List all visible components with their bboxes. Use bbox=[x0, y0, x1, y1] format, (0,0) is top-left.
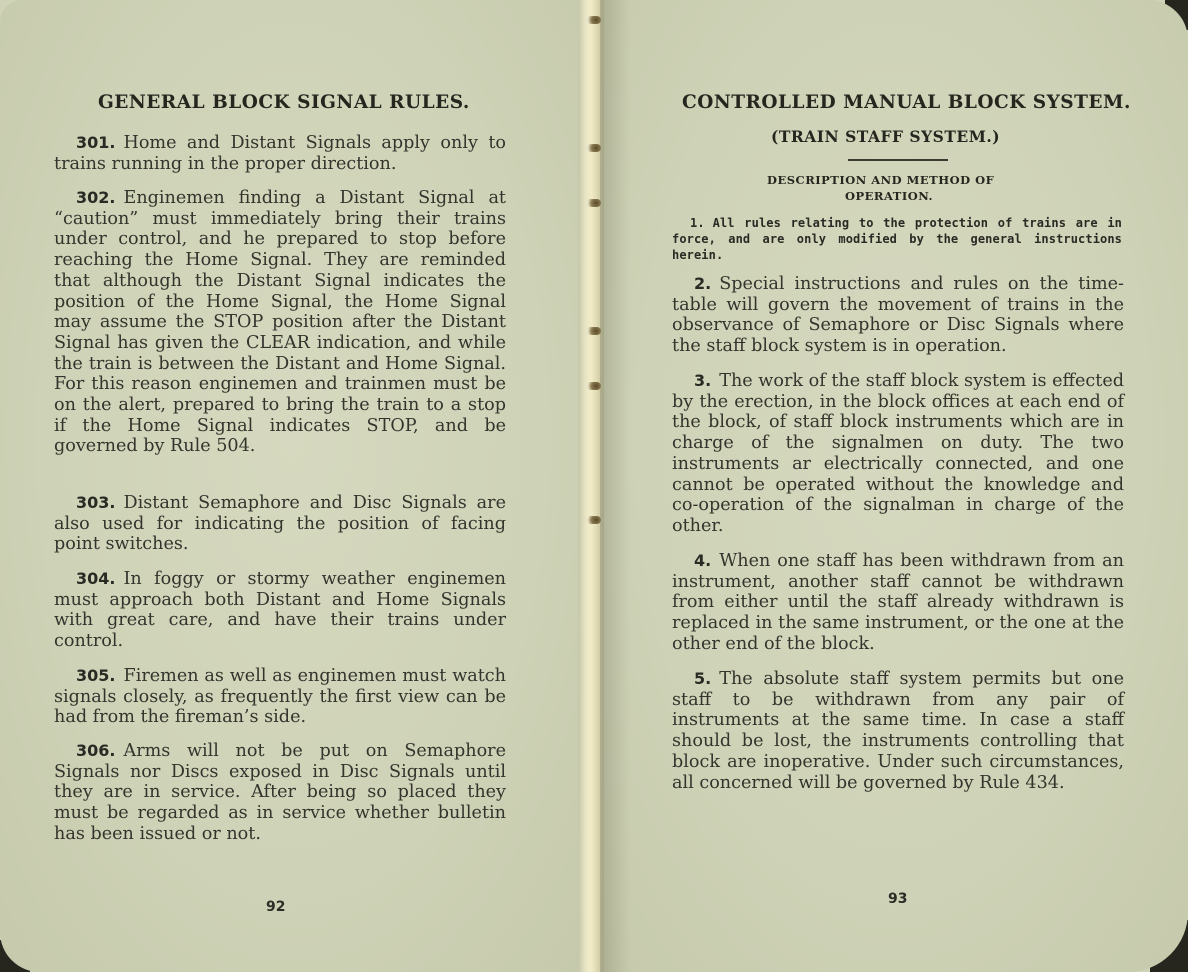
gutter-shadow bbox=[600, 0, 630, 972]
rule-text: In foggy or stormy weather enginemen must approach both Distant and Home Signals with great care, and have their trains under control. bbox=[54, 569, 506, 652]
left-page-heading: GENERAL BLOCK SIGNAL RULES. bbox=[98, 92, 470, 113]
right-page bbox=[598, 0, 1188, 972]
rule-text: The work of the staff block system is effected by the erection, in the block offices at each end of the block, of staff block instruments which are in charge of the signalmen on duty. The two instruments ar electrically connected, and one cannot be operated without the knowledge and co-operation of the signalman in charge of the other. bbox=[672, 371, 1124, 536]
binding-stitch bbox=[585, 327, 601, 335]
section-heading-line-1: DESCRIPTION AND METHOD OF bbox=[767, 173, 995, 187]
rule-304 bbox=[54, 569, 506, 652]
rule-number: 5. bbox=[694, 669, 712, 688]
rule-number: 4. bbox=[694, 551, 712, 570]
rule-303 bbox=[54, 493, 506, 555]
rule-text: Enginemen finding a Distant Signal at “caution” must immediately bring their trains under control, and he prepared to stop before reaching the Home Signal. They are reminded that although the Distant Signal indicates the position of the Home Signal, the Home Signal may assume the STOP position after the Distant Signal has given the CLEAR indication, and while the train is between the Distant and Home Signal. For this reason enginemen and trainmen must be on the alert, prepared to bring the train to a stop if the Home Signal indicates STOP, and be governed by Rule 504. bbox=[54, 188, 506, 457]
rule-3 bbox=[672, 371, 1124, 537]
rule-text: Firemen as well as enginemen must watch signals closely, as frequently the first view can be had from the fireman’s side. bbox=[54, 666, 506, 728]
rule-text: The absolute staff system permits but one staff to be withdrawn from any pair of instruments at the same time. In case a staff should be lost, the instruments controlling that block are inoperative. Under such circumstances, all concerned will be governed by Rule 434. bbox=[672, 669, 1124, 793]
rule-305 bbox=[54, 666, 506, 728]
rule-number: 2. bbox=[694, 274, 712, 293]
rule-text: Home and Distant Signals apply only to trains running in the proper direction. bbox=[54, 133, 506, 174]
binding-stitch bbox=[585, 16, 601, 24]
rule-301 bbox=[54, 133, 506, 174]
right-page-heading: CONTROLLED MANUAL BLOCK SYSTEM. bbox=[682, 92, 1131, 113]
rule-number: 303. bbox=[76, 493, 116, 512]
rule-number: 302. bbox=[76, 188, 116, 207]
rule-number: 304. bbox=[76, 569, 116, 588]
rule-number: 3. bbox=[694, 371, 712, 390]
rule-text: When one staff has been withdrawn from an instrument, another staff cannot be withdrawn from either until the staff already withdrawn is replaced in the same instrument, or the one at the other end of the block. bbox=[672, 551, 1124, 654]
binding-stitch bbox=[585, 199, 601, 207]
rule-302 bbox=[54, 188, 506, 457]
rule-4 bbox=[672, 551, 1124, 655]
rule-text: Special instructions and rules on the time-table will govern the movement of trains in the observance of Semaphore or Disc Signals where the staff block system is in operation. bbox=[672, 274, 1124, 357]
binding-stitch bbox=[585, 144, 601, 152]
rule-text: Arms will not be put on Semaphore Signals nor Discs exposed in Disc Signals until they are in service. After being so placed they must be regarded as in service whether bulletin has been issued or not. bbox=[54, 741, 506, 844]
heading-divider bbox=[848, 159, 948, 161]
section-heading-line-2: OPERATION. bbox=[845, 189, 934, 203]
rule-number: 306. bbox=[76, 741, 116, 760]
binding-stitch bbox=[585, 516, 601, 524]
right-page-subheading: (TRAIN STAFF SYSTEM.) bbox=[771, 127, 1001, 146]
rule-2 bbox=[672, 274, 1124, 357]
page-number-left: 92 bbox=[266, 899, 286, 915]
rule-number: 1. bbox=[690, 216, 705, 230]
rule-5 bbox=[672, 669, 1124, 793]
binding-stitch bbox=[585, 382, 601, 390]
rule-number: 301. bbox=[76, 133, 116, 152]
left-page bbox=[0, 0, 585, 972]
rule-1 bbox=[672, 215, 1122, 263]
rule-text: All rules relating to the protection of trains are in force, and are only modified by the general instructions herein. bbox=[672, 216, 1122, 262]
rule-306 bbox=[54, 741, 506, 845]
page-number-right: 93 bbox=[888, 891, 908, 907]
rule-text: Distant Semaphore and Disc Signals are also used for indicating the position of facing point switches. bbox=[54, 493, 506, 555]
rule-number: 305. bbox=[76, 666, 116, 685]
